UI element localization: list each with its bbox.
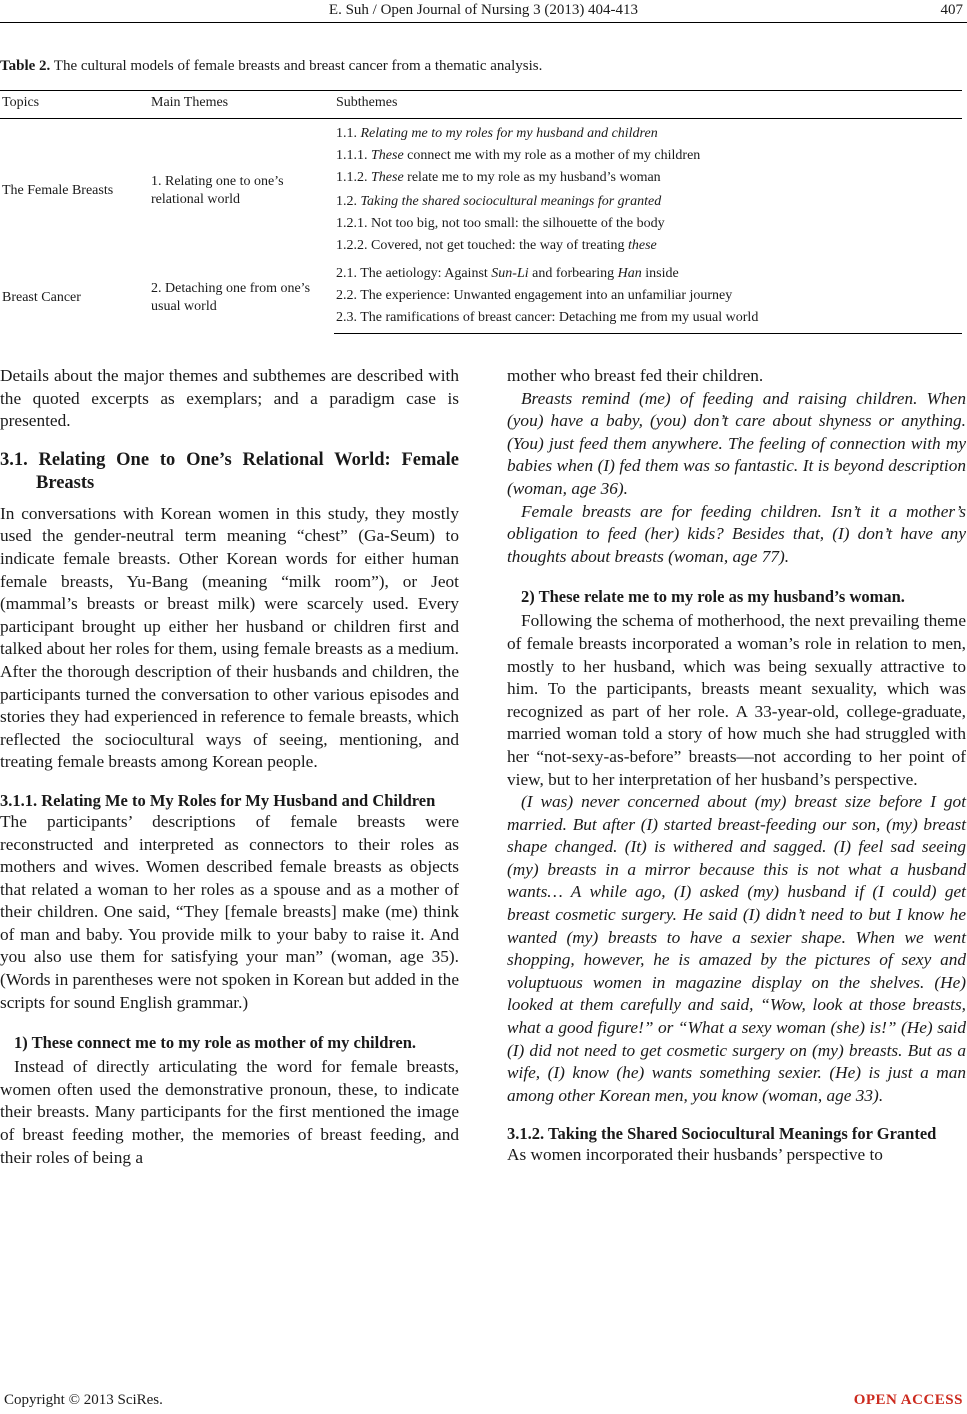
table-row bbox=[0, 263, 962, 285]
theme-heading-2: 2) These relate me to my role as my husband’s woman. bbox=[521, 587, 905, 607]
subtheme-cell: 2.2. The experience: Unwanted engagement into an unfamiliar journey bbox=[336, 288, 733, 303]
subtheme-cell bbox=[334, 263, 962, 285]
subtheme-number: 1.2. bbox=[336, 194, 361, 209]
column-header-topics: Topics bbox=[0, 91, 149, 119]
subtheme-text: connect me with my role as a mother of my children bbox=[403, 148, 701, 163]
body-paragraph: Following the schema of motherhood, the next prevailing theme of female breasts incorporated a woman’s role in relation to men, mostly to her husband, which was being sexually attractive to him. To the participants, breasts meant sexuality, which was recognized as part of her role. A 33-year-old, college-graduate, married woman told a story of how much she had struggled with her “not-sexy-as-before” breasts—not according to her point of view, but to her interpretation of her husband’s perspective. bbox=[507, 611, 966, 789]
subsection-heading-3-1-1: 3.1.1. Relating Me to My Roles for My Husband and Children bbox=[0, 790, 436, 810]
subtheme-cell bbox=[334, 189, 962, 213]
main-theme-cell: 2. Detaching one from one’s usual world bbox=[151, 281, 311, 315]
subtheme-text: 1.2.2. Covered, not get touched: the way of treating bbox=[336, 238, 628, 253]
theme-heading-1: 1) These connect me to my role as mother of my children. bbox=[14, 1033, 417, 1053]
subsection-heading-3-1-2: 3.1.2. Taking the Shared Sociocultural Meanings for Granted bbox=[507, 1124, 937, 1144]
table-caption-text: The cultural models of female breasts and breast cancer from a thematic analysis. bbox=[50, 58, 543, 74]
subtheme-text: and forbearing bbox=[528, 266, 618, 281]
table-caption bbox=[0, 58, 542, 75]
subtheme-text: relate me to my role as my husband’s woman bbox=[403, 170, 661, 185]
subtheme-emphasis: these bbox=[627, 238, 657, 253]
subtheme-cell bbox=[334, 145, 962, 167]
body-paragraph: mother who breast fed their children. bbox=[507, 366, 764, 385]
body-paragraph: In conversations with Korean women in this study, they mostly used the gender-neutral term meaning “chest” (Ga-Seum) to indicate female breasts. Other Korean words for either human female breasts, Yu-Bang (meaning “milk room”), or Jeot (mammal’s breasts or breast milk) were scarcely used. Every participant brought up either her husband or children first and talked about her roles for them, using female breasts as a medium. After the thorough description of their husbands and children, the participants turned the conversation to other various episodes and stories they had experienced in reference to female breasts, which reflected the sociocultural ways of seeing, mentioning, and treating female breasts among Korean people. bbox=[0, 503, 459, 772]
subtheme-number: 1.1. bbox=[336, 126, 361, 141]
subtheme-cell bbox=[334, 119, 962, 146]
subtheme-cell bbox=[334, 235, 962, 263]
subtheme-emphasis: These bbox=[371, 148, 404, 163]
main-theme-cell: 1. Relating one to one’s relational world bbox=[151, 174, 284, 207]
running-header-title: E. Suh / Open Journal of Nursing 3 (2013) 404-413 bbox=[328, 2, 639, 18]
subtheme-emphasis: Han bbox=[617, 266, 642, 281]
left-column bbox=[0, 365, 459, 1169]
subtheme-text: inside bbox=[641, 266, 679, 281]
section-heading-3-1: 3.1. Relating One to One’s Relational World: Female Breasts bbox=[0, 449, 459, 493]
subtheme-cell: 2.3. The ramifications of breast cancer: Detaching me from my usual world bbox=[334, 307, 962, 334]
quote-excerpt: Female breasts are for feeding children. Isn’t it a mother’s obligation to feed (her) kids? Besides that, (I) don’t have any thoughts about breasts (woman, age 77). bbox=[507, 501, 966, 566]
copyright-notice: Copyright © 2013 SciRes. bbox=[4, 1392, 163, 1408]
body-paragraph: Instead of directly articulating the word for female breasts, women often used the demonstrative pronoun, these, to indicate their breasts. Many participants for the first mentioned the image of breast feeding mother, the memories of breast feeding, and their roles of being a bbox=[0, 1057, 459, 1167]
body-paragraph: As women incorporated their husbands’ perspective to bbox=[507, 1145, 883, 1165]
topic-cell: The Female Breasts bbox=[2, 183, 114, 198]
page-number: 407 bbox=[940, 2, 963, 18]
subtheme-text: Relating me to my roles for my husband and children bbox=[360, 126, 658, 141]
subtheme-text: 2.1. The aetiology: Against bbox=[336, 266, 492, 281]
table-header-row bbox=[0, 91, 962, 119]
subtheme-text: Taking the shared sociocultural meanings for granted bbox=[360, 194, 662, 209]
subtheme-emphasis: Sun-Li bbox=[491, 266, 529, 281]
subtheme-cell bbox=[334, 167, 962, 189]
subtheme-emphasis: These bbox=[371, 170, 404, 185]
table-row bbox=[0, 119, 962, 146]
themes-table bbox=[0, 90, 962, 334]
intro-paragraph: Details about the major themes and subthemes are described with the quoted excerpts as exemplars; and a paradigm case is presented. bbox=[0, 366, 459, 431]
column-header-main-themes: Main Themes bbox=[149, 91, 334, 119]
quote-excerpt: Breasts remind (me) of feeding and raising children. When (you) have a baby, (you) don’t care about shyness or anything. (You) just feed them anywhere. The feeling of connection with my babies when (I) fed them was so fantastic. It is beyond description (woman, age 36). bbox=[507, 388, 966, 498]
open-access-label: OPEN ACCESS bbox=[853, 1392, 963, 1408]
body-paragraph: The participants’ descriptions of female breasts were reconstructed and interpreted as connectors to their roles as mothers and wives. Women described female breasts as objects that related a woman to her roles as a spouse and as a mother of their children. One said, “They [female breasts] make (me) think of man and baby. You provide milk to your baby to raise it. And you also use them for satisfying your man” (woman, age 35). (Words in parentheses were not spoken in Korean but added in the scripts for sound English grammar.) bbox=[0, 811, 459, 1012]
right-column bbox=[507, 365, 966, 1167]
subtheme-cell: 1.2.1. Not too big, not too small: the silhouette of the body bbox=[336, 216, 665, 231]
subtheme-number: 1.1.2. bbox=[336, 170, 371, 185]
quote-excerpt: (I was) never concerned about (my) breast size before I got married. But after (I) started breast-feeding our son, (my) breast shape changed. (It) is withered and sagged. (I) feel sad seeing (my) breasts in a mirror because this is not what a husband wants… A while ago, (I) asked (my) husband if (I could) get breast cosmetic surgery. He said (I) didn’t need to but I know he wanted (my) breasts to have a sexier shape. When we went shopping, however, he is amazed by the pictures of sexy and voluptuous women in magazine display on the shelves. (He) looked at them carefully and said, “Wow, look at those breasts, what a good figure!” or “What a sexy woman (she) is!” (He) said (I) did not need to get cosmetic surgery on (my) breasts. But as a wife, (I) know (he) wants something sexier. (He) is just a man among other Korean men, you know (woman, age 33). bbox=[507, 792, 966, 1105]
topic-cell: Breast Cancer bbox=[2, 290, 81, 306]
header-rule bbox=[0, 22, 967, 23]
subtheme-number: 1.1.1. bbox=[336, 148, 371, 163]
column-header-subthemes: Subthemes bbox=[334, 91, 962, 119]
table-label: Table 2. bbox=[0, 58, 51, 74]
